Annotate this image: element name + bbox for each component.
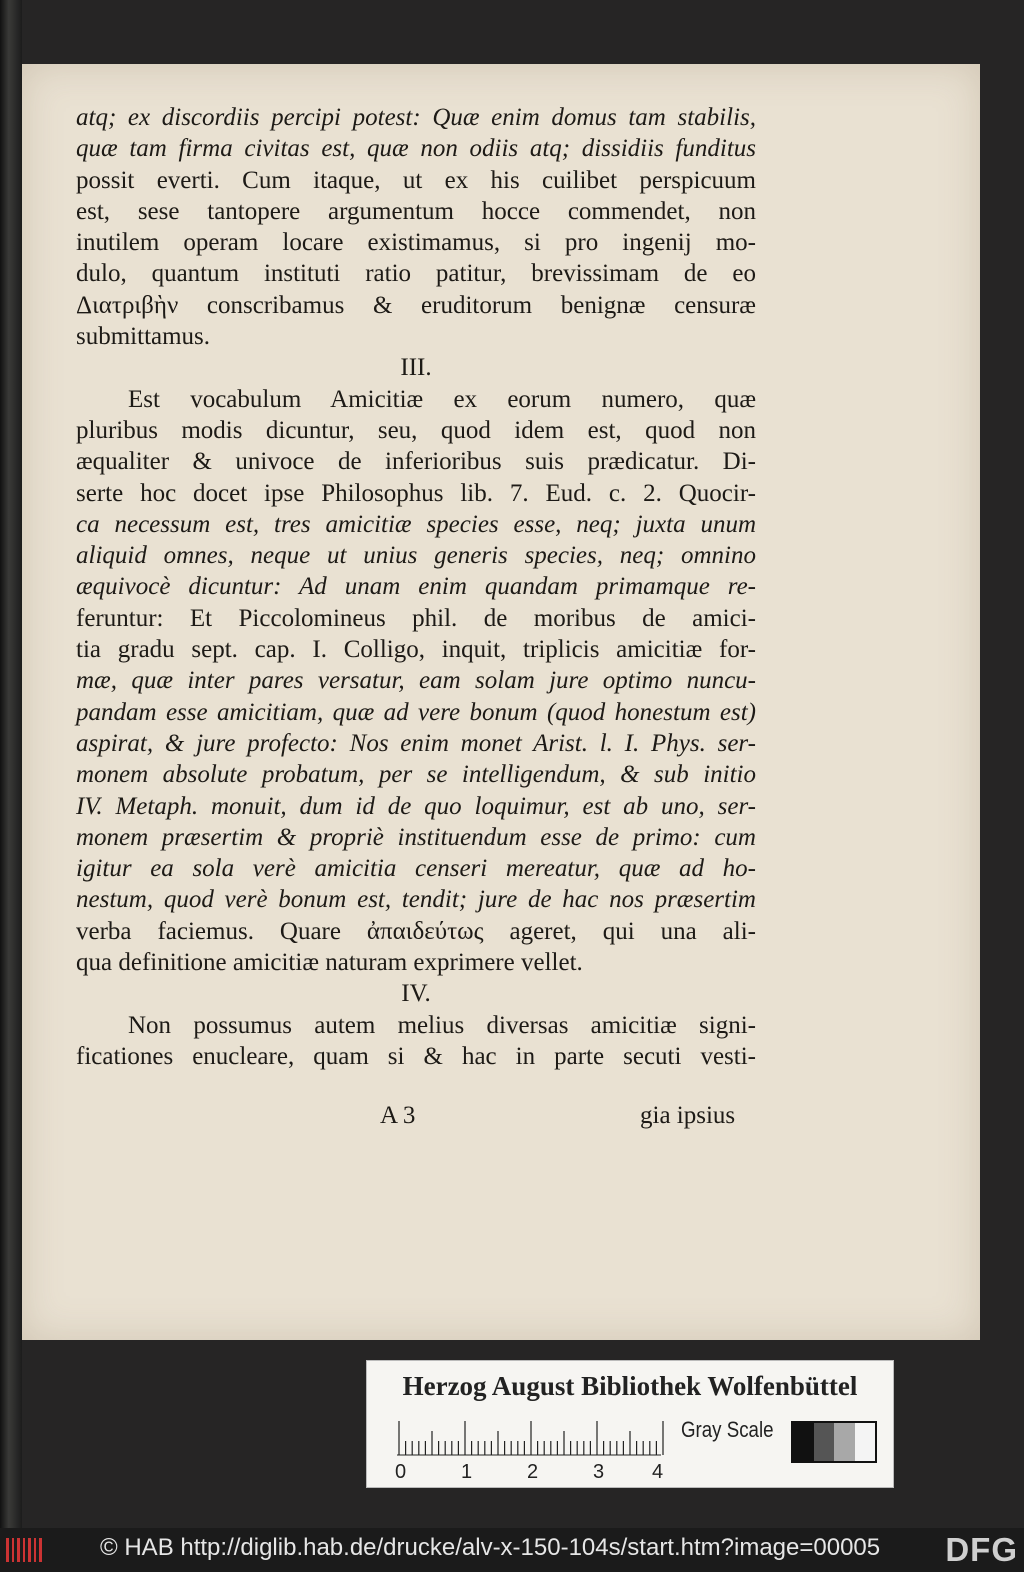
page-text <box>76 102 756 1072</box>
section-heading: IV. <box>401 980 431 1008</box>
ruler-number: 3 <box>593 1461 605 1483</box>
gray-swatch <box>793 1423 814 1461</box>
text-line: possit everti. Cum itaque, ut ex his cuilibet perspicuum <box>76 166 756 194</box>
dfg-logo: DFG <box>945 1531 1018 1568</box>
ruler-number: 0 <box>395 1461 407 1483</box>
text-line: Est vocabulum Amicitiæ ex eorum numero, quæ <box>128 385 756 413</box>
text-line: submittamus. <box>76 323 211 351</box>
text-line: pandam esse amicitiam, quæ ad vere bonum (quod honestum est) <box>76 698 756 726</box>
text-line: serte hoc docet ipse Philosophus lib. 7. Eud. c. 2. Quocir- <box>76 479 756 507</box>
text-line: verba faciemus. Quare ἀπαιδεύτως ageret, qui una ali- <box>76 917 756 945</box>
text-line: atq; ex discordiis percipi potest: Quæ enim domus tam stabilis, <box>76 104 756 131</box>
text-line: Non possumus autem melius diversas amicitiæ signi- <box>128 1011 756 1039</box>
gray-swatch <box>814 1423 835 1461</box>
text-line: est, sese tantopere argumentum hocce commendet, non <box>76 197 756 225</box>
signature-mark: A 3 <box>380 1102 416 1129</box>
text-line: tia gradu sept. cap. I. Colligo, inquit, triplicis amicitiæ for- <box>76 636 756 664</box>
footer-url[interactable]: © HAB http://diglib.hab.de/drucke/alv-x-150-104s/start.htm?image=00005 <box>100 1534 881 1561</box>
text-line: Διατριβὴν conscribamus & eruditorum benignæ censuræ <box>76 291 756 319</box>
gray-swatch <box>855 1423 876 1461</box>
hab-barcode-logo-icon <box>4 1534 44 1566</box>
color-calibration-bar <box>366 1360 894 1488</box>
ruler-number: 2 <box>527 1461 539 1483</box>
text-line: IV. Metaph. monuit, dum id de quo loquimur, est ab uno, ser- <box>76 792 756 820</box>
footer-bar <box>0 1528 1024 1572</box>
ruler-number: 1 <box>461 1461 473 1483</box>
text-line: æqualiter & univoce de inferioribus suis prædicatur. Di- <box>76 448 756 476</box>
text-line: igitur ea sola verè amicitia censeri mereatur, quæ ad ho- <box>76 855 756 883</box>
book-spine-edge <box>0 0 22 1530</box>
text-line: monem absolute probatum, per se intelligendum, & sub initio <box>76 761 756 789</box>
text-line: aspirat, & jure profecto: Nos enim monet Arist. l. I. Phys. ser- <box>76 729 756 757</box>
text-line: nestum, quod verè bonum est, tendit; jure de hac nos præsertim <box>76 886 756 914</box>
gray-scale-label: Gray Scale <box>681 1417 774 1442</box>
text-line: æquivocè dicuntur: Ad unam enim quandam primamque re- <box>76 573 756 601</box>
section-heading: III. <box>400 354 432 382</box>
ruler-icon <box>397 1417 667 1457</box>
text-line: ca necessum est, tres amicitiæ species esse, neq; juxta unum <box>76 510 756 538</box>
catchword: gia ipsius <box>640 1102 736 1129</box>
gray-scale-swatches <box>791 1421 877 1463</box>
text-line: monem præsertim & propriè instituendum esse de primo: cum <box>76 823 756 851</box>
text-line: mæ, quæ inter pares versatur, eam solam jure optimo nuncu- <box>76 667 756 695</box>
text-line: aliquid omnes, neque ut unius generis species, neq; omnino <box>76 542 756 570</box>
text-line: feruntur: Et Piccolomineus phil. de moribus de amici- <box>76 604 756 632</box>
text-line: pluribus modis dicuntur, seu, quod idem est, quod non <box>76 416 756 444</box>
text-line: dulo, quantum instituti ratio patitur, brevissimam de eo <box>76 260 756 288</box>
text-line: quæ tam firma civitas est, quæ non odiis atq; dissidiis funditus <box>76 135 756 163</box>
gray-swatch <box>834 1423 855 1461</box>
text-line: qua definitione amicitiæ naturam exprimere vellet. <box>76 949 583 977</box>
ruler-number: 4 <box>652 1461 664 1483</box>
text-line: inutilem operam locare existimamus, si pro ingenij mo- <box>76 229 756 257</box>
text-line: ficationes enucleare, quam si & hac in parte secuti vesti- <box>76 1042 756 1070</box>
library-name: Herzog August Bibliothek Wolfenbüttel <box>402 1371 858 1401</box>
